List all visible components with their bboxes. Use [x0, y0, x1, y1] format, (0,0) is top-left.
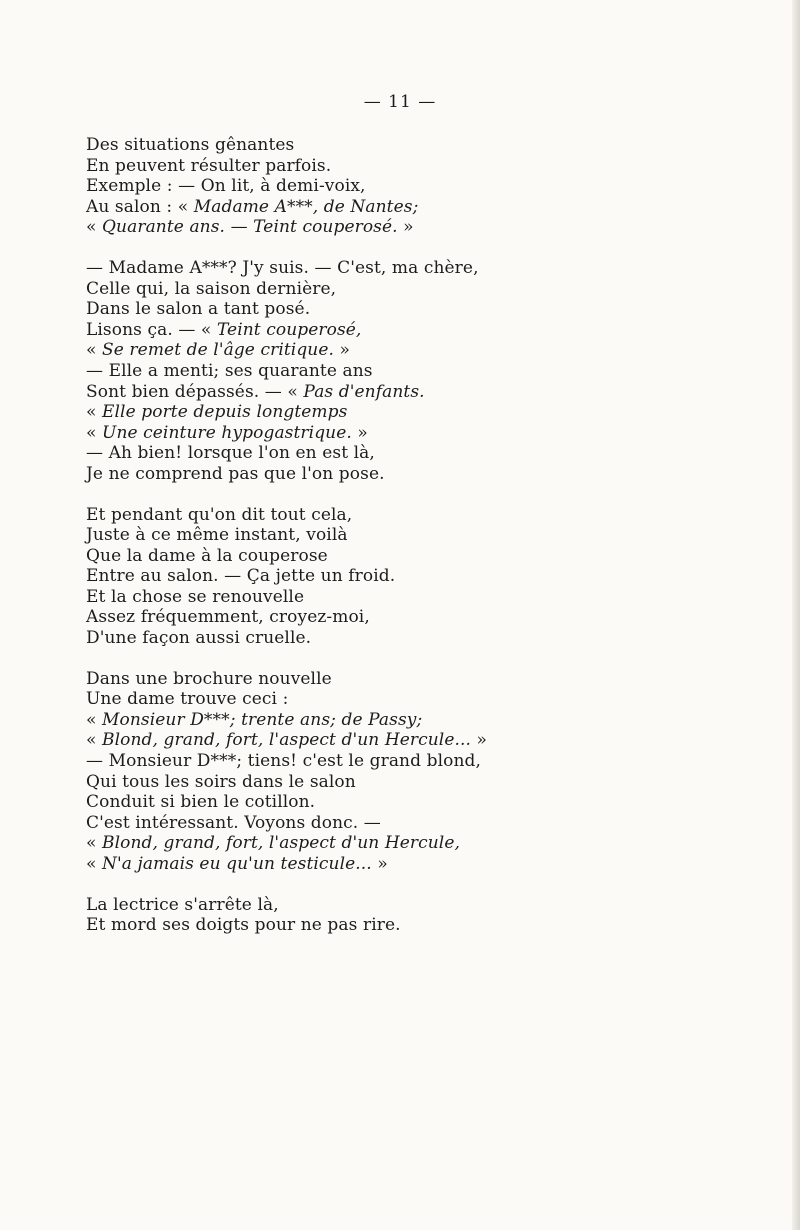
text-run: Sont bien dépassés. — « [86, 381, 304, 402]
italic-run: Blond, grand, fort, l'aspect d'un Hercule... [102, 730, 472, 751]
text-run: — Elle a menti; ses quarante ans [86, 360, 373, 381]
stanza-3 [86, 505, 776, 649]
text-run: Celle qui, la saison dernière, [86, 278, 337, 299]
verse-line [86, 772, 776, 793]
text-run: Dans le salon a tant posé. [86, 299, 311, 320]
text-run: » [371, 854, 388, 874]
text-run: Je ne comprend pas que l'on pose. [86, 463, 385, 484]
italic-run: Blond, grand, fort, l'aspect d'un Hercule, [102, 833, 461, 854]
verse-line [86, 710, 776, 731]
verse-line [86, 423, 776, 444]
text-run: « [86, 833, 103, 854]
italic-run: Quarante ans. [102, 217, 226, 238]
text-run: — Madame A***? J'y suis. — C'est, ma chère, [86, 257, 479, 278]
text-run: « [86, 402, 103, 423]
italic-run: Elle porte depuis longtemps [102, 402, 348, 423]
verse-line [86, 258, 776, 279]
text-run: « [86, 217, 103, 238]
verse-line [86, 669, 776, 690]
text-run: « [86, 709, 103, 730]
text-run: Au salon : « [86, 196, 194, 217]
verse-line [86, 505, 776, 526]
text-run: » [471, 730, 488, 751]
text-run: — Monsieur D***; tiens! c'est le grand blond, [86, 751, 481, 772]
text-run: » [334, 340, 351, 361]
verse-line [86, 730, 776, 751]
text-run: Dans une brochure nouvelle [86, 668, 332, 689]
text-run: » [351, 422, 368, 443]
verse-line [86, 689, 776, 710]
text-run: Des situations gênantes [86, 135, 295, 155]
text-run: Exemple : — On lit, à demi-voix, [86, 176, 366, 197]
verse-line [86, 854, 776, 875]
stanza-1 [86, 135, 776, 238]
verse-line [86, 320, 776, 341]
text-run: Entre au salon. — Ça jette un froid. [86, 566, 396, 587]
text-run: « [86, 422, 103, 443]
text-run: Qui tous les soirs dans le salon [86, 771, 356, 792]
text-run: Et la chose se renouvelle [86, 586, 305, 607]
text-run: C'est intéressant. Voyons donc. — [86, 812, 381, 833]
text-run: « [86, 854, 103, 874]
italic-run: Pas d'enfants. [303, 381, 425, 402]
verse-line [86, 525, 776, 546]
text-run: » [397, 217, 414, 238]
italic-run: Une ceinture hypogastrique. [102, 422, 352, 443]
text-run: Lisons ça. — « [86, 319, 217, 340]
verse-line [86, 176, 776, 197]
text-run: Juste à ce même instant, voilà [86, 525, 348, 546]
verse-line [86, 833, 776, 854]
verse-line [86, 587, 776, 608]
poem-text [86, 135, 776, 956]
verse-line [86, 156, 776, 177]
text-run: Conduit si bien le cotillon. [86, 792, 316, 813]
verse-line [86, 135, 776, 156]
text-run: « [86, 730, 103, 751]
verse-line [86, 813, 776, 834]
text-run: — [225, 217, 254, 238]
verse-line [86, 402, 776, 423]
italic-run: Teint couperosé, [216, 319, 362, 340]
italic-run: Se remet de l'âge critique. [102, 340, 335, 361]
italic-run: Monsieur D***; trente ans; de Passy; [102, 709, 423, 730]
italic-run: N'a jamais eu qu'un testicule... [102, 854, 372, 874]
verse-line [86, 217, 776, 238]
text-run: Et pendant qu'on dit tout cela, [86, 504, 353, 525]
verse-line [86, 340, 776, 361]
italic-run: Madame A***, de Nantes; [193, 196, 419, 217]
text-run: En peuvent résulter parfois. [86, 155, 332, 176]
verse-line [86, 915, 776, 936]
stanza-5 [86, 895, 776, 936]
page-edge-shadow [792, 0, 800, 1230]
verse-line [86, 299, 776, 320]
stanza-2 [86, 258, 776, 485]
text-run: « [86, 340, 103, 361]
verse-line [86, 197, 776, 218]
text-run: — Ah bien! lorsque l'on en est là, [86, 443, 375, 464]
verse-line [86, 464, 776, 485]
text-run: Que la dame à la couperose [86, 545, 328, 566]
verse-line [86, 361, 776, 382]
text-run: Et mord ses doigts pour ne pas rire. [86, 915, 401, 936]
text-run: Une dame trouve ceci : [86, 689, 289, 710]
verse-line [86, 751, 776, 772]
verse-line [86, 895, 776, 916]
text-run: La lectrice s'arrête là, [86, 894, 279, 915]
text-run: Assez fréquemment, croyez-moi, [86, 607, 370, 628]
verse-line [86, 546, 776, 567]
verse-line [86, 443, 776, 464]
verse-line [86, 566, 776, 587]
verse-line [86, 607, 776, 628]
page-number: — 11 — [363, 92, 437, 112]
verse-line [86, 792, 776, 813]
text-run: D'une façon aussi cruelle. [86, 628, 312, 649]
verse-line [86, 279, 776, 300]
stanza-4 [86, 669, 776, 875]
verse-line [86, 382, 776, 403]
italic-run: Teint couperosé. [253, 217, 398, 238]
verse-line [86, 628, 776, 649]
